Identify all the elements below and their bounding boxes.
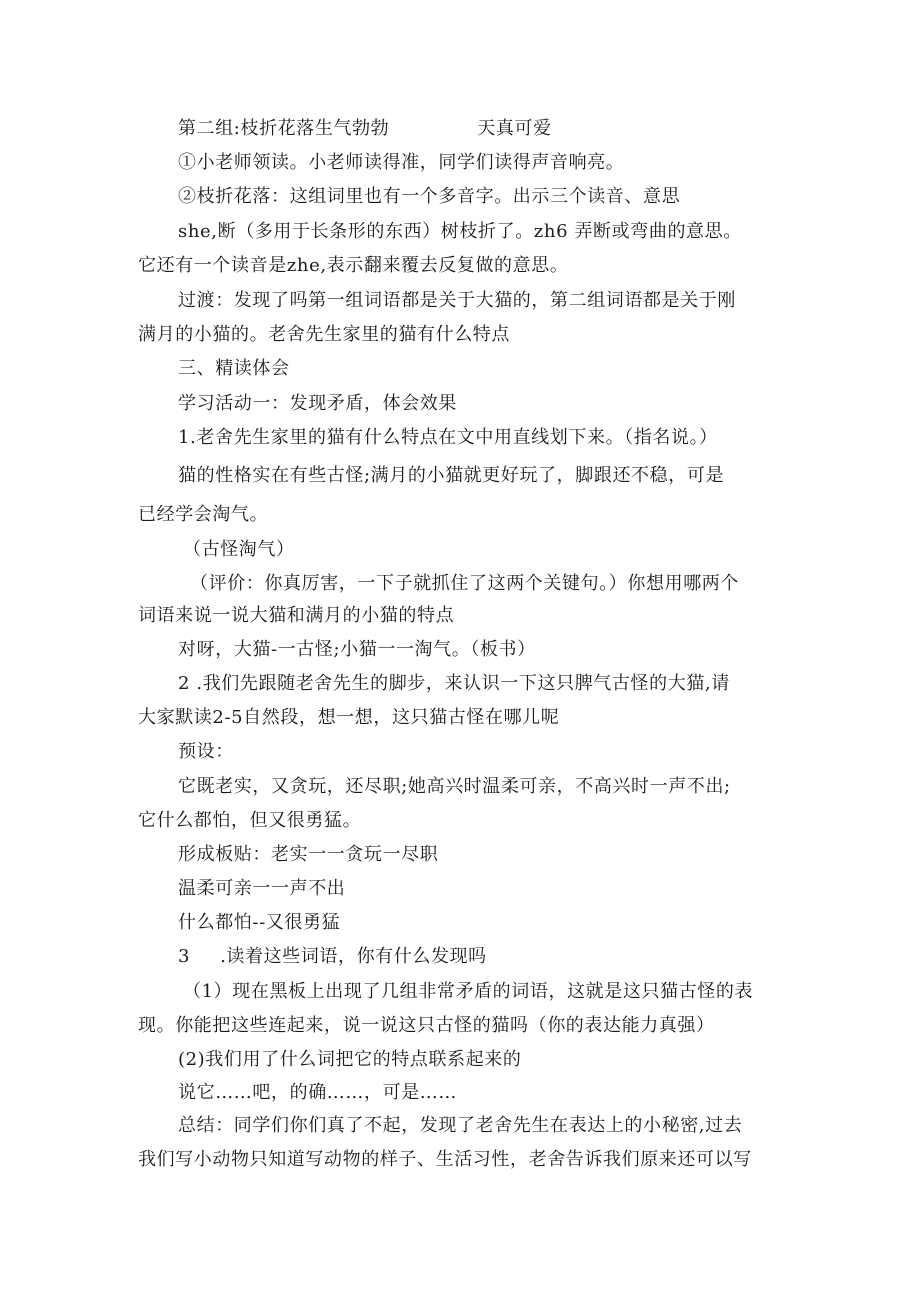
list-number: 3 [178, 946, 191, 967]
paragraph-line: 说它……吧，的确……，可是…… [178, 1082, 457, 1103]
paragraph-line: 满月的小猫的。老舍先生家里的猫有什么特点 [138, 324, 510, 345]
paragraph-line: 2 .我们先跟随老舍先生的脚步，来认识一下这只脾气古怪的大猫,请 [178, 673, 730, 694]
paragraph-line: 词语来说一说大猫和满月的小猫的特点 [138, 605, 455, 626]
numbered-line [178, 945, 487, 969]
paragraph-line: 它还有一个读音是zhe,表示翻来覆去反复做的意思。 [138, 255, 569, 276]
paragraph-line: （古怪淘气） [183, 539, 295, 560]
paragraph-line: 温柔可亲一一声不出 [178, 878, 346, 899]
group2-label: 第二组:枝折花落生气勃勃 [178, 118, 390, 139]
paragraph-line: 大家默读2-5自然段，想一想，这只猫古怪在哪儿呢 [138, 707, 560, 728]
paragraph-line: ②枝折花落：这组词里也有一个多音字。出示三个读音、意思 [178, 186, 681, 207]
section-heading: 三、精读体会 [178, 358, 290, 379]
paragraph-line: （评价：你真厉害，一下子就抓住了这两个关键句。）你想用哪两个 [190, 573, 739, 594]
paragraph-line: 预设： [178, 741, 234, 762]
paragraph-line: 形成板贴：老实一一贪玩一尽职 [178, 844, 439, 865]
paragraph-line: she,断（多用于长条形的东西）树枝折了。zh6 弄断或弯曲的意思。 [178, 221, 742, 242]
activity-heading: 学习活动一：发现矛盾，体会效果 [178, 393, 457, 414]
group2-heading [178, 117, 552, 141]
paragraph-line: 它什么都怕，但又很勇猛。 [138, 810, 362, 831]
list-text: .读着这些词语，你有什么发现吗 [220, 946, 487, 967]
group2-extra: 天真可爱 [477, 118, 552, 139]
paragraph-line: (2)我们用了什么词把它的特点联系起来的 [178, 1049, 522, 1070]
paragraph-line: 现。你能把这些连起来，说一说这只古怪的猫吗（你的表达能力真强） [138, 1015, 715, 1036]
paragraph-line: 猫的性格实在有些古怪;满月的小猫就更好玩了，脚跟还不稳，可是 [178, 465, 725, 486]
paragraph-line: 已经学会淘气。 [138, 504, 269, 525]
paragraph-line: 对呀，大猫-一古怪;小猫一一淘气。（板书） [178, 639, 536, 660]
paragraph-line: 总结：同学们你们真了不起，发现了老舍先生在表达上的小秘密,过去 [178, 1115, 743, 1136]
paragraph-line: 我们写小动物只知道写动物的样子、生活习性，老舍告诉我们原来还可以写 [138, 1149, 752, 1170]
paragraph-line: ①小老师领读。小老师读得准，同学们读得声音响亮。 [178, 152, 625, 173]
paragraph-line: 1.老舍先生家里的猫有什么特点在文中用直线划下来。（指名说。） [178, 427, 718, 448]
paragraph-line: 过渡：发现了吗第一组词语都是关于大猫的，第二组词语都是关于刚 [178, 290, 736, 311]
paragraph-line: （1）现在黑板上出现了几组非常矛盾的词语，这就是这只猫古怪的表 [183, 981, 754, 1002]
paragraph-line: 它既老实，又贪玩，还尽职;她高兴时温柔可亲，不高兴时一声不出; [178, 776, 731, 797]
paragraph-line: 什么都怕--又很勇猛 [178, 912, 341, 933]
